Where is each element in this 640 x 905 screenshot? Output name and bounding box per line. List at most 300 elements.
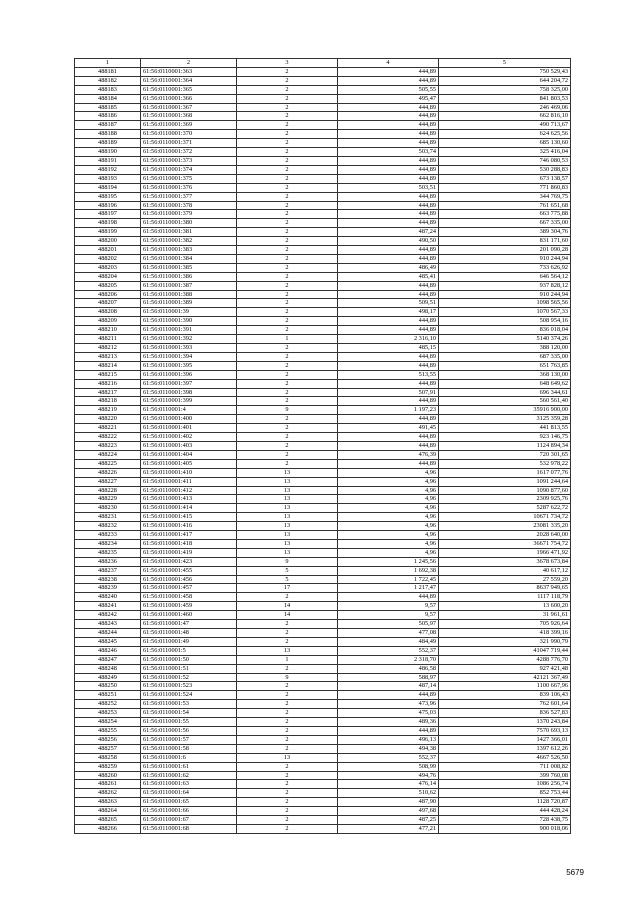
table-cell-col1: 488208 <box>75 308 141 317</box>
table-cell-col5: 532 978,22 <box>439 459 571 468</box>
table-row <box>75 700 571 709</box>
table-cell-col4: 444,89 <box>338 361 439 370</box>
table-cell-col1: 488253 <box>75 709 141 718</box>
column-header-5: 5 <box>439 59 571 68</box>
table-row <box>75 121 571 130</box>
table-cell-col2: 61:56:0110001:49 <box>141 637 237 646</box>
table-row <box>75 762 571 771</box>
table-cell-col4: 444,89 <box>338 156 439 165</box>
table-cell-col1: 488223 <box>75 441 141 450</box>
table-cell-col1: 488256 <box>75 735 141 744</box>
table-cell-col2: 61:56:0110001:364 <box>141 76 237 85</box>
table-cell-col1: 488209 <box>75 317 141 326</box>
table-cell-col4: 477,21 <box>338 824 439 833</box>
table-cell-col2: 61:56:0110001:53 <box>141 700 237 709</box>
table-cell-col2: 61:56:0110001:370 <box>141 130 237 139</box>
table-cell-col1: 488234 <box>75 539 141 548</box>
table-cell-col1: 488203 <box>75 263 141 272</box>
table-cell-col3: 13 <box>237 504 338 513</box>
table-cell-col3: 2 <box>237 433 338 442</box>
table-cell-col1: 488192 <box>75 165 141 174</box>
table-cell-col2: 61:56:0110001:365 <box>141 85 237 94</box>
table-row <box>75 335 571 344</box>
table-cell-col1: 488201 <box>75 246 141 255</box>
table-cell-col1: 488182 <box>75 76 141 85</box>
table-cell-col4: 4,96 <box>338 548 439 557</box>
table-cell-col1: 488263 <box>75 798 141 807</box>
table-cell-col4: 475,03 <box>338 709 439 718</box>
table-cell-col2: 61:56:0110001:396 <box>141 370 237 379</box>
table-cell-col2: 61:56:0110001:63 <box>141 780 237 789</box>
table-cell-col5: 646 564,12 <box>439 272 571 281</box>
table-cell-col5: 2028 640,00 <box>439 531 571 540</box>
table-cell-col1: 488188 <box>75 130 141 139</box>
table-cell-col1: 488238 <box>75 575 141 584</box>
table-cell-col2: 61:56:0110001:4 <box>141 406 237 415</box>
table-row <box>75 566 571 575</box>
table-row <box>75 246 571 255</box>
table-cell-col2: 61:56:0110001:393 <box>141 344 237 353</box>
table-cell-col5: 1397 612,26 <box>439 744 571 753</box>
table-cell-col1: 488197 <box>75 210 141 219</box>
table-cell-col4: 444,89 <box>338 112 439 121</box>
table-cell-col5: 841 803,53 <box>439 94 571 103</box>
table-cell-col4: 4,96 <box>338 468 439 477</box>
table-cell-col2: 61:56:0110001:367 <box>141 103 237 112</box>
table-cell-col2: 61:56:0110001:387 <box>141 281 237 290</box>
table-row <box>75 130 571 139</box>
table-cell-col1: 488239 <box>75 584 141 593</box>
table-row <box>75 326 571 335</box>
table-row <box>75 611 571 620</box>
table-row <box>75 76 571 85</box>
table-cell-col3: 2 <box>237 290 338 299</box>
table-cell-col1: 488195 <box>75 192 141 201</box>
column-header-1: 1 <box>75 59 141 68</box>
table-row <box>75 531 571 540</box>
table-cell-col1: 488191 <box>75 156 141 165</box>
table-cell-col5: 705 926,64 <box>439 620 571 629</box>
table-cell-col4: 490,50 <box>338 237 439 246</box>
table-cell-col2: 61:56:0110001:66 <box>141 807 237 816</box>
table-row <box>75 67 571 76</box>
table-cell-col4: 494,38 <box>338 744 439 753</box>
table-cell-col1: 488230 <box>75 504 141 513</box>
table-row <box>75 370 571 379</box>
table-cell-col5: 4288 776,70 <box>439 655 571 664</box>
table-cell-col2: 61:56:0110001:65 <box>141 798 237 807</box>
table-cell-col2: 61:56:0110001:390 <box>141 317 237 326</box>
table-row <box>75 415 571 424</box>
table-cell-col5: 1090 877,60 <box>439 486 571 495</box>
table-cell-col2: 61:56:0110001:388 <box>141 290 237 299</box>
table-cell-col5: 399 760,08 <box>439 771 571 780</box>
table-cell-col4: 508,99 <box>338 762 439 771</box>
table-cell-col5: 1128 720,87 <box>439 798 571 807</box>
table-cell-col5: 1966 471,92 <box>439 548 571 557</box>
table-cell-col5: 667 335,00 <box>439 219 571 228</box>
table-cell-col3: 2 <box>237 450 338 459</box>
table-cell-col4: 444,89 <box>338 397 439 406</box>
table-cell-col4: 509,51 <box>338 299 439 308</box>
table-cell-col1: 488227 <box>75 477 141 486</box>
table-cell-col3: 13 <box>237 646 338 655</box>
table-cell-col1: 488249 <box>75 673 141 682</box>
table-cell-col1: 488262 <box>75 789 141 798</box>
table-cell-col4: 1 197,23 <box>338 406 439 415</box>
table-cell-col3: 13 <box>237 548 338 557</box>
table-cell-col1: 488257 <box>75 744 141 753</box>
table-cell-col2: 61:56:0110001:398 <box>141 388 237 397</box>
table-cell-col5: 1617 077,76 <box>439 468 571 477</box>
table-cell-col1: 488214 <box>75 361 141 370</box>
table-cell-col5: 728 438,75 <box>439 816 571 825</box>
table-cell-col5: 325 416,04 <box>439 148 571 157</box>
table-cell-col2: 61:56:0110001:51 <box>141 664 237 673</box>
table-row <box>75 388 571 397</box>
table-cell-col3: 14 <box>237 602 338 611</box>
table-cell-col3: 2 <box>237 620 338 629</box>
table-cell-col3: 9 <box>237 673 338 682</box>
table-cell-col4: 4,96 <box>338 486 439 495</box>
table-row <box>75 816 571 825</box>
table-cell-col4: 484,49 <box>338 637 439 646</box>
table-cell-col1: 488215 <box>75 370 141 379</box>
table-cell-col5: 3125 359,28 <box>439 415 571 424</box>
table-cell-col5: 508 954,16 <box>439 317 571 326</box>
table-row <box>75 593 571 602</box>
table-cell-col3: 2 <box>237 780 338 789</box>
table-row <box>75 379 571 388</box>
table-cell-col5: 1370 243,84 <box>439 718 571 727</box>
table-cell-col5: 4667 526,50 <box>439 753 571 762</box>
table-cell-col3: 2 <box>237 67 338 76</box>
table-cell-col4: 494,76 <box>338 771 439 780</box>
table-row <box>75 807 571 816</box>
table-cell-col4: 444,89 <box>338 254 439 263</box>
table-cell-col2: 61:56:0110001:459 <box>141 602 237 611</box>
table-cell-col3: 2 <box>237 263 338 272</box>
table-cell-col4: 473,96 <box>338 700 439 709</box>
table-cell-col3: 2 <box>237 459 338 468</box>
table-cell-col2: 61:56:0110001:418 <box>141 539 237 548</box>
table-cell-col2: 61:56:0110001:457 <box>141 584 237 593</box>
table-cell-col3: 2 <box>237 174 338 183</box>
table-cell-col3: 2 <box>237 735 338 744</box>
table-cell-col5: 673 138,57 <box>439 174 571 183</box>
table-cell-col5: 560 561,40 <box>439 397 571 406</box>
table-cell-col4: 444,89 <box>338 459 439 468</box>
table-row <box>75 726 571 735</box>
table-cell-col3: 2 <box>237 201 338 210</box>
table-cell-col4: 1 722,45 <box>338 575 439 584</box>
table-cell-col4: 444,89 <box>338 219 439 228</box>
table-cell-col1: 488255 <box>75 726 141 735</box>
table-cell-col2: 61:56:0110001:374 <box>141 165 237 174</box>
table-cell-col1: 488228 <box>75 486 141 495</box>
table-cell-col1: 488241 <box>75 602 141 611</box>
table-cell-col2: 61:56:0110001:394 <box>141 352 237 361</box>
table-row <box>75 219 571 228</box>
table-cell-col1: 488213 <box>75 352 141 361</box>
table-cell-col5: 910 244,94 <box>439 290 571 299</box>
table-cell-col1: 488251 <box>75 691 141 700</box>
table-cell-col5: 758 325,00 <box>439 85 571 94</box>
table-row <box>75 744 571 753</box>
table-cell-col5: 771 860,83 <box>439 183 571 192</box>
table-cell-col1: 488204 <box>75 272 141 281</box>
column-header-3: 3 <box>237 59 338 68</box>
table-cell-col5: 5140 374,26 <box>439 335 571 344</box>
table-cell-col4: 503,74 <box>338 148 439 157</box>
table-cell-col4: 4,96 <box>338 531 439 540</box>
table-cell-col2: 61:56:0110001:380 <box>141 219 237 228</box>
table-cell-col5: 8637 949,65 <box>439 584 571 593</box>
table-cell-col3: 2 <box>237 326 338 335</box>
table-cell-col3: 2 <box>237 344 338 353</box>
table-cell-col5: 696 344,61 <box>439 388 571 397</box>
table-cell-col1: 488220 <box>75 415 141 424</box>
table-cell-col4: 486,49 <box>338 263 439 272</box>
column-header-4: 4 <box>338 59 439 68</box>
table-cell-col4: 4,96 <box>338 504 439 513</box>
table-cell-col4: 487,14 <box>338 682 439 691</box>
table-row <box>75 557 571 566</box>
table-row <box>75 94 571 103</box>
table-cell-col3: 2 <box>237 94 338 103</box>
header-row <box>75 59 571 68</box>
table-cell-col1: 488210 <box>75 326 141 335</box>
table-cell-col1: 488261 <box>75 780 141 789</box>
table-row <box>75 317 571 326</box>
table-cell-col5: 651 763,85 <box>439 361 571 370</box>
table-cell-col5: 7570 693,13 <box>439 726 571 735</box>
table-row <box>75 103 571 112</box>
table-cell-col3: 5 <box>237 575 338 584</box>
table-cell-col2: 61:56:0110001:404 <box>141 450 237 459</box>
table-cell-col4: 444,89 <box>338 139 439 148</box>
table-cell-col3: 2 <box>237 762 338 771</box>
table-cell-col2: 61:56:0110001:68 <box>141 824 237 833</box>
table-cell-col4: 444,89 <box>338 174 439 183</box>
table-header <box>75 59 571 68</box>
table-row <box>75 709 571 718</box>
table-cell-col1: 488186 <box>75 112 141 121</box>
table-row <box>75 397 571 406</box>
table-cell-col2: 61:56:0110001:363 <box>141 67 237 76</box>
table-row <box>75 156 571 165</box>
table-cell-col5: 648 649,62 <box>439 379 571 388</box>
table-cell-col1: 488229 <box>75 495 141 504</box>
table-cell-col1: 488245 <box>75 637 141 646</box>
table-row <box>75 548 571 557</box>
table-cell-col2: 61:56:0110001:375 <box>141 174 237 183</box>
table-cell-col2: 61:56:0110001:369 <box>141 121 237 130</box>
table-cell-col3: 2 <box>237 272 338 281</box>
table-cell-col1: 488243 <box>75 620 141 629</box>
table-cell-col1: 488187 <box>75 121 141 130</box>
table-cell-col4: 495,47 <box>338 94 439 103</box>
table-row <box>75 201 571 210</box>
table-cell-col3: 2 <box>237 299 338 308</box>
table-cell-col2: 61:56:0110001:381 <box>141 228 237 237</box>
table-cell-col4: 477,08 <box>338 629 439 638</box>
table-cell-col1: 488252 <box>75 700 141 709</box>
table-cell-col2: 61:56:0110001:58 <box>141 744 237 753</box>
table-cell-col4: 497,68 <box>338 807 439 816</box>
table-cell-col3: 2 <box>237 718 338 727</box>
table-cell-col2: 61:56:0110001:52 <box>141 673 237 682</box>
table-cell-col2: 61:56:0110001:67 <box>141 816 237 825</box>
table-cell-col1: 488200 <box>75 237 141 246</box>
table-row <box>75 780 571 789</box>
table-cell-col2: 61:56:0110001:47 <box>141 620 237 629</box>
table-cell-col5: 490 713,67 <box>439 121 571 130</box>
table-row <box>75 165 571 174</box>
table-cell-col4: 444,89 <box>338 67 439 76</box>
table-cell-col1: 488224 <box>75 450 141 459</box>
table-cell-col2: 61:56:0110001:384 <box>141 254 237 263</box>
table-cell-col2: 61:56:0110001:405 <box>141 459 237 468</box>
table-cell-col5: 836 018,04 <box>439 326 571 335</box>
table-cell-col4: 444,89 <box>338 415 439 424</box>
table-cell-col2: 61:56:0110001:382 <box>141 237 237 246</box>
table-cell-col3: 5 <box>237 566 338 575</box>
table-cell-col2: 61:56:0110001:523 <box>141 682 237 691</box>
table-cell-col3: 2 <box>237 700 338 709</box>
table-cell-col3: 2 <box>237 308 338 317</box>
table-row <box>75 753 571 762</box>
table-cell-col4: 444,89 <box>338 726 439 735</box>
table-cell-col5: 344 769,75 <box>439 192 571 201</box>
table-cell-col2: 61:56:0110001:456 <box>141 575 237 584</box>
table-cell-col3: 2 <box>237 789 338 798</box>
page-number: 5679 <box>566 868 584 877</box>
table-cell-col4: 444,89 <box>338 691 439 700</box>
table-cell-col2: 61:56:0110001:392 <box>141 335 237 344</box>
table-cell-col3: 2 <box>237 798 338 807</box>
table-cell-col1: 488235 <box>75 548 141 557</box>
table-cell-col3: 2 <box>237 85 338 94</box>
table-cell-col4: 4,96 <box>338 495 439 504</box>
table-row <box>75 539 571 548</box>
table-cell-col2: 61:56:0110001:385 <box>141 263 237 272</box>
table-cell-col2: 61:56:0110001:48 <box>141 629 237 638</box>
table-cell-col2: 61:56:0110001:417 <box>141 531 237 540</box>
table-cell-col3: 2 <box>237 281 338 290</box>
table-cell-col2: 61:56:0110001:61 <box>141 762 237 771</box>
table-cell-col1: 488240 <box>75 593 141 602</box>
table-cell-col4: 1 245,56 <box>338 557 439 566</box>
table-cell-col2: 61:56:0110001:423 <box>141 557 237 566</box>
table-cell-col2: 61:56:0110001:379 <box>141 210 237 219</box>
table-cell-col5: 1124 894,34 <box>439 441 571 450</box>
table-cell-col4: 4,96 <box>338 522 439 531</box>
table-row <box>75 664 571 673</box>
table-cell-col2: 61:56:0110001:368 <box>141 112 237 121</box>
table-cell-col4: 503,51 <box>338 183 439 192</box>
table-row <box>75 290 571 299</box>
table-cell-col5: 441 813,55 <box>439 424 571 433</box>
table-cell-col5: 388 120,00 <box>439 344 571 353</box>
table-cell-col4: 485,41 <box>338 272 439 281</box>
table-cell-col3: 2 <box>237 165 338 174</box>
table-row <box>75 655 571 664</box>
table-cell-col4: 444,89 <box>338 317 439 326</box>
table-row <box>75 602 571 611</box>
table-cell-col5: 1427 366,01 <box>439 735 571 744</box>
table-cell-col3: 2 <box>237 424 338 433</box>
table-cell-col3: 2 <box>237 691 338 700</box>
table-cell-col2: 61:56:0110001:415 <box>141 513 237 522</box>
table-cell-col1: 488207 <box>75 299 141 308</box>
table-row <box>75 361 571 370</box>
table-row <box>75 459 571 468</box>
table-cell-col1: 488242 <box>75 611 141 620</box>
table-cell-col5: 910 244,94 <box>439 254 571 263</box>
table-cell-col5: 368 130,00 <box>439 370 571 379</box>
table-cell-col3: 2 <box>237 415 338 424</box>
table-cell-col1: 488199 <box>75 228 141 237</box>
table-cell-col2: 61:56:0110001:395 <box>141 361 237 370</box>
table-row <box>75 646 571 655</box>
table-cell-col4: 4,96 <box>338 539 439 548</box>
table-cell-col5: 36671 754,72 <box>439 539 571 548</box>
table-cell-col5: 40 617,12 <box>439 566 571 575</box>
table-cell-col5: 31 961,61 <box>439 611 571 620</box>
table-cell-col2: 61:56:0110001:378 <box>141 201 237 210</box>
table-cell-col4: 444,89 <box>338 441 439 450</box>
table-cell-col2: 61:56:0110001:372 <box>141 148 237 157</box>
table-row <box>75 673 571 682</box>
table-cell-col1: 488250 <box>75 682 141 691</box>
table-row <box>75 798 571 807</box>
table-row <box>75 112 571 121</box>
table-cell-col1: 488254 <box>75 718 141 727</box>
table-cell-col1: 488183 <box>75 85 141 94</box>
table-cell-col5: 530 288,83 <box>439 165 571 174</box>
table-cell-col5: 720 301,65 <box>439 450 571 459</box>
table-cell-col3: 13 <box>237 486 338 495</box>
table-cell-col2: 61:56:0110001:55 <box>141 718 237 727</box>
table-cell-col2: 61:56:0110001:56 <box>141 726 237 735</box>
table-cell-col5: 418 399,16 <box>439 629 571 638</box>
table-cell-col1: 488246 <box>75 646 141 655</box>
table-cell-col4: 485,15 <box>338 344 439 353</box>
table-cell-col4: 588,97 <box>338 673 439 682</box>
table-cell-col3: 2 <box>237 103 338 112</box>
table-cell-col5: 1100 667,96 <box>439 682 571 691</box>
table-cell-col3: 2 <box>237 156 338 165</box>
table-cell-col3: 2 <box>237 254 338 263</box>
table-cell-col5: 1091 244,64 <box>439 477 571 486</box>
table-cell-col1: 488231 <box>75 513 141 522</box>
table-cell-col1: 488185 <box>75 103 141 112</box>
table-cell-col5: 685 130,60 <box>439 139 571 148</box>
table-cell-col5: 1086 256,74 <box>439 780 571 789</box>
table-cell-col4: 444,89 <box>338 192 439 201</box>
table-row <box>75 308 571 317</box>
table-cell-col4: 4,96 <box>338 513 439 522</box>
table-cell-col2: 61:56:0110001:458 <box>141 593 237 602</box>
table-cell-col3: 13 <box>237 531 338 540</box>
table-cell-col5: 923 146,75 <box>439 433 571 442</box>
table-row <box>75 424 571 433</box>
table-cell-col2: 61:56:0110001:416 <box>141 522 237 531</box>
table-row <box>75 486 571 495</box>
table-cell-col4: 1 217,47 <box>338 584 439 593</box>
table-cell-col3: 2 <box>237 130 338 139</box>
